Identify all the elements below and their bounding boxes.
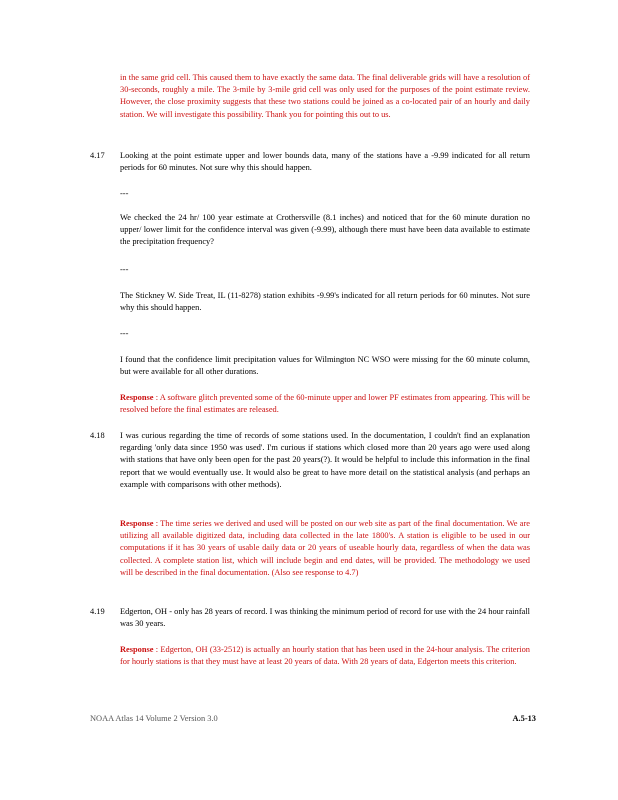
continued-response: in the same grid cell. This caused them to have exactly the same data. The final deliverable grids will have a resolution of 30-seconds, roughly a mile. The 3-mile by 3-mile grid cell was only used for the purposes of the point estimate review. However, the close proximity suggests that these two stations could be joined as a co-located pair of an hourly and daily station. We will investigate this possibility. Thank you for pointing this out to us. <box>120 73 530 119</box>
separator: --- <box>120 189 129 198</box>
response-paragraph <box>120 518 530 579</box>
separator: --- <box>120 329 129 338</box>
comment-paragraph: The Stickney W. Side Treat, IL (11-8278) station exhibits -9.99's indicated for all return periods for 60 minutes. Not sure why this should happen. <box>120 291 530 313</box>
response-label: Response <box>120 519 154 528</box>
comment-paragraph: I was curious regarding the time of records of some stations used. In the documentation, I couldn't find an explanation regarding 'only data since 1950 was used'. I'm curious if stations which closed more than 20 years ago were used along with stations that have only been open for the past 20 years(?). It would be helpful to include this information in the final report that we would eventually use. It would also be great to have more detail on the statistical analysis (and perhaps an example with comparisons with other methods). <box>120 431 530 489</box>
footer-document-title: NOAA Atlas 14 Volume 2 Version 3.0 <box>90 714 218 723</box>
response-text: : The time series we derived and used will be posted on our web site as part of the final documentation. We are utilizing all available digitized data, including data collected in the late 1800's. A station is eligible to be used in our computations if it has 30 years of usable daily data or 20 years of useable hourly data, regardless of when the data was collected. A complete station list, which will include begin and end dates, will be provided. The methodology we used will be described in the final documentation. (Also see response to 4.7) <box>120 519 530 577</box>
response-paragraph <box>120 392 530 416</box>
comment-paragraph: Looking at the point estimate upper and lower bounds data, many of the stations have a -9.99 indicated for all return periods for 60 minutes. Not sure why this should happen. <box>120 151 530 173</box>
comment-paragraph: We checked the 24 hr/ 100 year estimate at Crothersville (8.1 inches) and noticed that for the 60 minute duration no upper/ lower limit for the confidence interval was given (-9.99), although there must have been data available to estimate the precipitation frequency? <box>120 213 530 247</box>
footer-page-number: A.5-13 <box>512 714 536 723</box>
comment-paragraph: Edgerton, OH - only has 28 years of record. I was thinking the minimum period of record for use with the 24 hour rainfall was 30 years. <box>120 607 530 629</box>
response-label: Response <box>120 393 154 402</box>
item-number: 4.18 <box>90 431 105 440</box>
item-number: 4.19 <box>90 607 105 616</box>
response-text: : A software glitch prevented some of the 60-minute upper and lower PF estimates from appearing. This will be resolved before the final estimates are released. <box>120 393 531 415</box>
comment-paragraph: I found that the confidence limit precipitation values for Wilmington NC WSO were missing for the 60 minute column, but were available for all other durations. <box>120 355 530 377</box>
response-paragraph <box>120 644 530 668</box>
response-text: : Edgerton, OH (33-2512) is actually an hourly station that has been used in the 24-hour analysis. The criterion for hourly stations is that they must have at least 20 years of data. With 28 years of data, Edgerton meets this criterion. <box>120 645 530 667</box>
item-number: 4.17 <box>90 151 105 160</box>
separator: --- <box>120 265 129 274</box>
response-label: Response <box>120 645 154 654</box>
